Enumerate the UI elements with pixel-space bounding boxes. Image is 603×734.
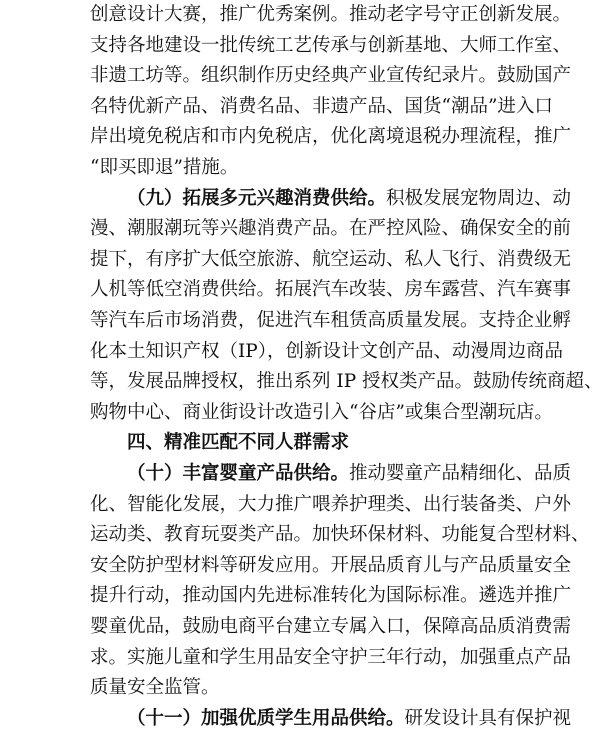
subsection-line: [127, 459, 572, 490]
paragraph-line: “即买即退”措施。: [90, 157, 239, 178]
paragraph-line: 创意设计大赛，推广优秀案例。推动老字号守正创新发展。: [90, 4, 572, 25]
paragraph-line: 化本土知识产权（IP），创新设计文创产品、动漫周边商品: [90, 340, 564, 362]
paragraph-text: 积极发展宠物周边、动: [386, 187, 572, 209]
paragraph-line: 非遗工坊等。组织制作历史经典产业宣传纪录片。鼓励国产: [90, 65, 572, 87]
subsection-line: [127, 184, 572, 215]
subsection-line: [127, 704, 572, 734]
paragraph-line: 等，发展品牌授权，推出系列 IP 授权类产品。鼓励传统商超、: [90, 371, 603, 393]
subsection-label: （九）拓展多元兴趣消费供给。: [127, 187, 387, 209]
paragraph-line: 婴童优品，鼓励电商平台建立专属入口，保障高品质消费需: [90, 616, 572, 637]
paragraph-text: 推动婴童产品精细化、品质: [349, 463, 572, 484]
paragraph-line: 购物中心、商业街设计改造引入“谷店”或集合型潮玩店。: [90, 401, 553, 423]
paragraph-line: 提下，有序扩大低空旅游、航空运动、私人飞行、消费级无: [90, 248, 572, 270]
paragraph-line: 漫、潮服潮玩等兴趣消费产品。在严控风险、确保安全的前: [90, 218, 572, 240]
section-heading: 四、精准匹配不同人群需求: [127, 432, 350, 454]
paragraph-line: 质量安全监管。: [90, 677, 220, 699]
subsection-label: （十一）加强优质学生用品供给。: [127, 707, 405, 729]
paragraph-line: 求。实施儿童和学生用品安全守护三年行动，加强重点产品: [90, 646, 572, 668]
paragraph-line: 提升行动，推动国内先进标准转化为国际标准。遴选并推广: [90, 585, 572, 607]
paragraph-line: 安全防护型材料等研发应用。开展品质育儿与产品质量安全: [90, 554, 572, 576]
paragraph-line: 岸出境免税店和市内免税店，优化离境退税办理流程，推广: [90, 126, 572, 148]
paragraph-text: 研发设计具有保护视: [404, 707, 572, 729]
paragraph-line: 化、智能化发展，大力推广喂养护理类、出行装备类、户外: [90, 493, 572, 515]
paragraph-line: 支持各地建设一批传统工艺传承与创新基地、大师工作室、: [90, 34, 572, 56]
paragraph-line: 等汽车后市场消费，促进汽车租赁高质量发展。支持企业孵: [90, 310, 572, 331]
paragraph-line: 人机等低空消费供给。拓展汽车改装、房车露营、汽车赛事: [90, 279, 572, 301]
subsection-label: （十）丰富婴童产品供给。: [127, 463, 350, 484]
paragraph-line: 运动类、教育玩耍类产品。加快环保材料、功能复合型材料、: [90, 524, 590, 546]
paragraph-line: 名特优新产品、消费名品、非遗产品、国货“潮品”进入口: [90, 95, 553, 117]
